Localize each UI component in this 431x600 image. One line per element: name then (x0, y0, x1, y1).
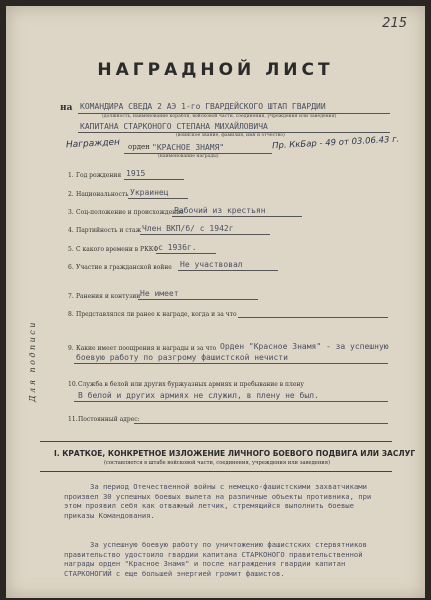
field-6-line (178, 270, 278, 271)
field-1-num: 1. (68, 172, 74, 179)
field-8-num: 8. (68, 311, 74, 318)
field-7-num: 7. (68, 293, 74, 300)
narrative-paragraph-1: За период Отечественной войны с немецко-фашистскими захватчиками произвел 30 успешных боевых вылета на различные объекты противника, при этом проявил себя как отважный летчик, стремящийся выполнить боевые приказы Командования. (64, 482, 372, 520)
signature-side-label (28, 226, 40, 496)
field-3-num: 3. (68, 209, 74, 216)
field-11-label: Постоянный адрес: (78, 416, 140, 423)
field-5-line (156, 253, 216, 254)
field-2-num: 2. (68, 191, 74, 198)
award-name: "КРАСНОЕ ЗНАМЯ" (152, 143, 225, 152)
field-10-value-2: В белой и других армиях не служил, в плену не был. (78, 391, 319, 400)
folio-number: 215 (382, 16, 407, 31)
narrative-paragraph-2: За успешную боевую работу по уничтожению фашистских стервятников правительство удостоило гвардии капитана СТАРКОНОГО правительственной награды орден "Красное Знамя" и после награждения гвардии капитан СТАРКОНОГИЙ с еще большей энергией громит фашистов. (64, 540, 367, 578)
field-7-value: Не имеет (140, 289, 179, 298)
field-3-label: Соц-положение и происхождение (76, 209, 184, 216)
field-1-line (124, 179, 184, 180)
award-caption: (наименование награды) (158, 154, 219, 159)
nominee-position: КОМАНДИРА СВЕДА 2 АЭ 1-го ГВАРДЕЙСКОГО ШТАП ГВАРДИИ (80, 102, 326, 111)
field-3-value: Рабочий из крестьян (174, 206, 266, 215)
nominee-caption-2: (воинское звание, фамилия, имя и отчество) (176, 133, 285, 138)
field-1-value: 1915 (126, 169, 146, 178)
field-5-value: с 1936г. (158, 243, 197, 252)
na-label: на (60, 103, 73, 113)
field-8-line (238, 317, 388, 318)
field-1-label: Год рождения (76, 172, 122, 179)
side-label-text: Для подписи (28, 320, 37, 402)
field-11-line (134, 423, 388, 424)
field-9-label: Какие имеет поощрения и награды и за что (76, 345, 217, 352)
document-title: НАГРАДНОЙ ЛИСТ (97, 60, 334, 80)
award-handwritten-right: Пр. КкБар - 49 от 03.06.43 г. (271, 134, 400, 152)
field-11-num: 11. (68, 416, 78, 423)
field-8-label: Представлялся ли ранее к награде, когда и за что (76, 311, 237, 318)
field-5-num: 5. (68, 246, 74, 253)
section-rule-bottom (40, 471, 392, 472)
field-4-line (140, 234, 270, 235)
field-10-line (74, 401, 388, 402)
section-title: I. КРАТКОЕ, КОНКРЕТНОЕ ИЗЛОЖЕНИЕ ЛИЧНОГО БОЕВОГО ПОДВИГА ИЛИ ЗАСЛУГ (54, 449, 416, 458)
field-2-line (128, 198, 188, 199)
field-2-label: Национальность (76, 191, 129, 198)
field-2-value: Украинец (130, 188, 169, 197)
field-7-line (138, 299, 258, 300)
section-rule-top (40, 441, 392, 442)
field-5-label: С какого времени в РККФ (76, 246, 159, 253)
field-4-num: 4. (68, 227, 74, 234)
field-7-label: Ранения и контузии (76, 293, 141, 300)
award-label: орден (128, 143, 150, 151)
award-sheet (6, 6, 425, 598)
field-9-value: Орден "Красное Знамя" - за успешную (220, 342, 389, 351)
field-6-num: 6. (68, 264, 74, 271)
field-10-num: 10. (68, 381, 78, 388)
field-9-num: 9. (68, 345, 74, 352)
field-4-label: Партийность и стаж (76, 227, 142, 234)
field-6-value: Не участвовал (180, 260, 243, 269)
nominee-caption-1: (должность, наименование корабля, войсковой части, соединения, учреждения или заведения) (102, 114, 337, 119)
field-9-value-2: боевую работу по разгрому фашистской нечисти (76, 353, 288, 362)
field-4-value: Член ВКП/б/ с 1942г (142, 224, 234, 233)
field-9-line (74, 363, 388, 364)
field-3-line (172, 216, 302, 217)
award-handwritten-left: Награжден (65, 137, 121, 151)
field-6-label: Участие в гражданской войне (76, 264, 172, 271)
nominee-name: КАПИТАНА СТАРКОНОГО СТЕПАНА МИХАЙЛОВИЧА (80, 122, 268, 131)
section-subtitle: (составляется в штабе войсковой части, соединения, учреждения или заведения) (103, 460, 331, 466)
field-10-label: Служба в белой или других буржуазных армиях и пребывание в плену (78, 381, 304, 388)
